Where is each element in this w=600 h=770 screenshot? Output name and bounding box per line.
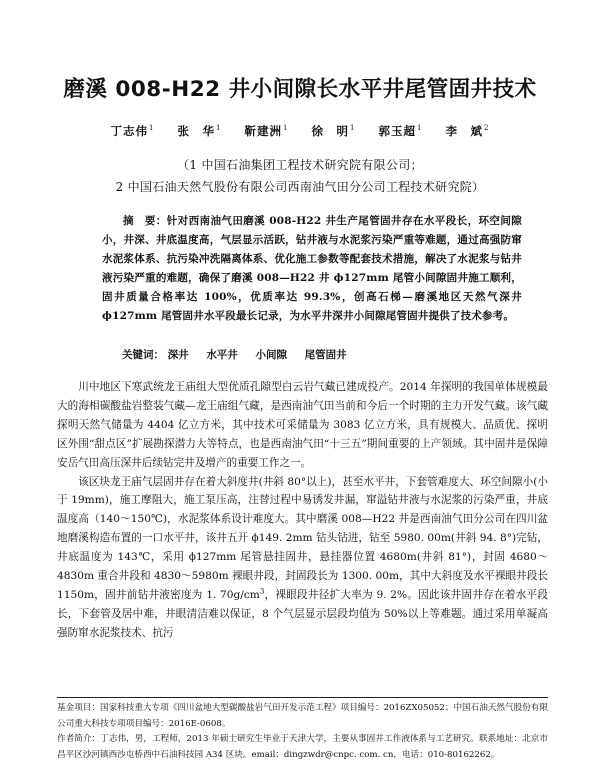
affiliation-mark: 1 (216, 124, 222, 133)
affiliation-mark: 1 (350, 124, 356, 133)
keyword: 深井 (167, 349, 189, 361)
footnotes (57, 701, 548, 763)
footnote-divider (57, 697, 548, 698)
abstract-text: 针对西南油气田磨溪 008-H22 井生产尾管固井存在水平段长，环空间隙小，井深、井底温度高，气层显示活跃，钻井液与水泥浆污染严重等难题，通过高强防窜水泥浆体系、抗污染冲洗隔离体系、优化施工参数等配套技术措施，解决了水泥浆与钻井液污染严重的难题，确保了磨溪 008—H22 井 ϕ127mm 尾管小间隙固井施工顺利，固井质量合格率达 100%，优质率达 99.3%，创高石梯—磨溪地区天然气深井 ϕ127mm 尾管固井水平段最长记录，为水平井深井小间隙尾管固井提供了技术参考。 (102, 215, 522, 322)
keywords-label: 关键词： (122, 349, 164, 361)
abstract-label: 摘 要： (123, 215, 167, 227)
affiliation-mark: 1 (416, 124, 423, 133)
author (378, 124, 422, 138)
author-name: 徐 明 (311, 124, 349, 138)
affiliation-line: （1 中国石油集团工程技术研究院有限公司； (177, 158, 423, 172)
author-name: 李 斌 (445, 124, 483, 138)
author (245, 124, 289, 138)
body-paragraph: 川中地区下寒武统龙王庙组大型优质孔隙型白云岩气藏已建成投产。2014 年探明的我国单体规模最大的海相碳酸盐岩整装气藏—龙王庙组气藏，是西南油气田当前和今后一个时期的主力开发气藏。该气藏探明天然气储量为 4404 亿立方米，其中技术可采储量为 3083 亿立方米，具有规模大、品质优、探明区外围“甜点区”扩展勘探潜力大等特点，也是西南油气田“十三五”期间重要的上产领域。其中固井是保障安岳气田高压深井后续钻完井及增产的重要工作之一。 (57, 381, 548, 469)
unit-superscript: 3 (259, 587, 265, 596)
author-name: 郭玉超 (378, 124, 416, 138)
affiliation-line: 2 中国石油天然气股份有限公司西南油气田分公司工程技术研究院） (115, 180, 485, 194)
affiliation-mark: 1 (283, 124, 289, 133)
author-list (0, 123, 600, 139)
paper-title: 磨溪 008-H22 井小间隙长水平井尾管固井技术 (63, 77, 537, 102)
affiliation-mark: 2 (483, 124, 490, 133)
keyword: 水平井 (206, 349, 238, 361)
body-text-segment: ，裸眼段井径扩大率为 9. 2%。因此该井固井存在着水平段长，下套管及居中难，井眼清洁难以保证，8 个气层显示层段均值为 50%以上等难题。通过采用单凝高强防窜水泥浆技术、抗污 (57, 588, 548, 639)
body-text-segment: 该区块龙王庙气层固井存在着大斜度井(井斜 80°以上)，甚至水平井，下套管难度大、环空间隙小(小于 19mm)，施工摩阻大，施工泵压高，注替过程中易诱发井漏，窜溢钻井液与水泥浆的污染严重，井底温度高（140～150℃)，水泥浆体系设计难度大。其中磨溪 008—H22 井是西南油气田分公司在四川盆地磨溪构造布置的一口水平井，该井五开 ϕ149. 2mm 钻头钻进，钻至 5980. 00m(井斜 94. 8°)完钻，井底温度为 143℃，采用 ϕ127mm 尾管悬挂固井，悬挂器位置 4680m(井斜 81°)，封固 4680～4830m 重合井段和 4830～5980m 裸眼井段，封固段长为 1300. 00m，其中大斜度及水平裸眼井段长 1150m，固井前钻井液密度为 1. 70g/cm (57, 475, 548, 601)
keyword: 小间隙 (255, 349, 287, 361)
abstract (102, 212, 522, 326)
affiliation-mark: 1 (149, 124, 155, 133)
body-text (57, 378, 548, 643)
author-name: 丁志伟 (110, 124, 149, 138)
author (445, 124, 489, 138)
keyword: 尾管固井 (304, 349, 347, 361)
author (312, 124, 356, 138)
author (178, 124, 222, 138)
author-name: 靳建洲 (244, 124, 283, 138)
body-paragraph (57, 473, 548, 643)
author-bio-note: 作者简介：丁志伟，男，工程师，2013 年硕士研究生毕业于天津大学，主要从事固井工作液体系与工艺研究。联系地址：北京市昌平区沙河镇西沙屯桥西中石油科技园 A34 区块。email：dingzwdr@cnpc. com. cn，电话：010-80162262。 (57, 734, 548, 760)
fund-note: 基金项目：国家科技重大专项《四川盆地大型碳酸盐岩气田开发示范工程》项目编号：2016ZX05052；中国石油天然气股份有限公司重大科技专项项目编号：2016E-0608。 (57, 703, 548, 729)
author-name: 张 华 (177, 124, 216, 138)
keywords (122, 347, 522, 362)
author (111, 124, 155, 138)
